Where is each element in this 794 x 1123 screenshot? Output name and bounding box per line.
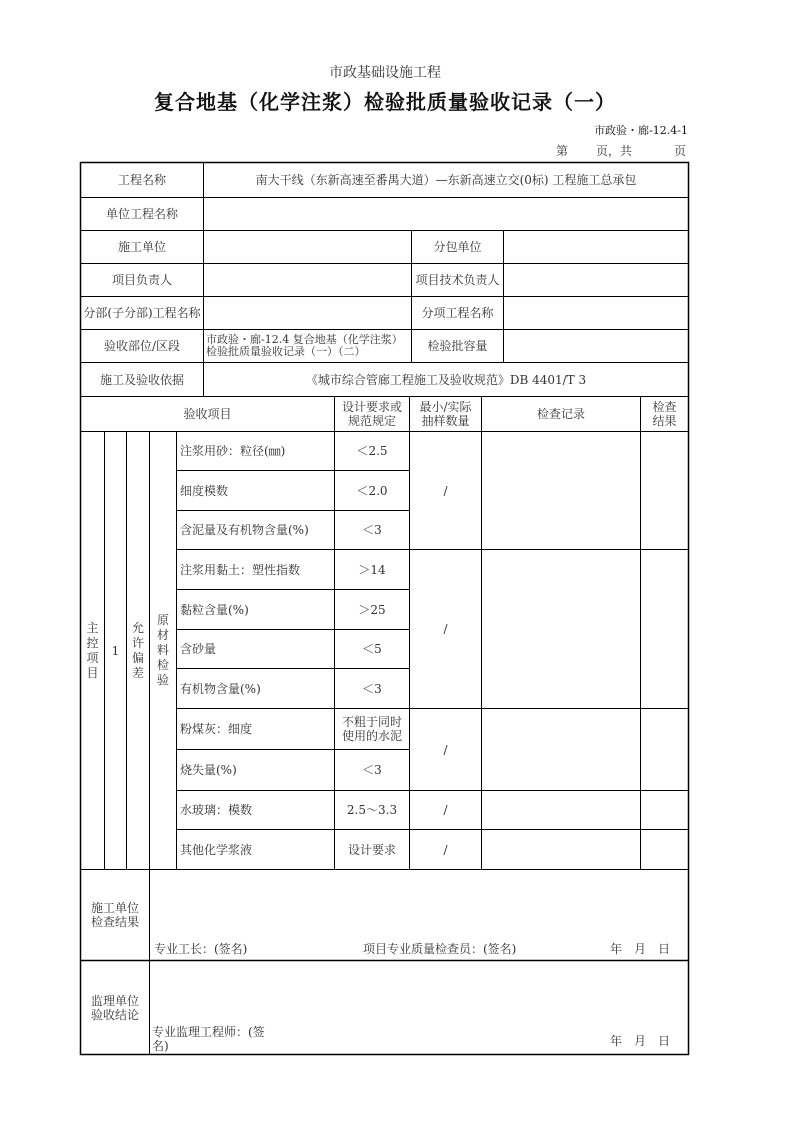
item-spec: ＞14 — [358, 562, 386, 577]
date-field: 年 月 日 — [610, 942, 671, 956]
form-code: 市政验・廊-12.4-1 — [594, 124, 688, 137]
column-sample: 最小/实际抽样数量 — [419, 400, 472, 428]
item-name: 有机物含量(%) — [180, 681, 261, 696]
group-number: 1 — [111, 643, 120, 658]
capacity-label: 检验批容量 — [427, 339, 488, 353]
location-label: 验收部位/区段 — [103, 339, 181, 353]
column-design: 设计要求或规范规定 — [341, 400, 402, 428]
item-name: 其他化学浆液 — [180, 842, 253, 857]
supervisor-signature: 专业监理工程师：(签名) — [152, 1025, 265, 1053]
sample-count: / — [443, 742, 448, 757]
group-main-control: 主 控 项 目 — [86, 620, 99, 680]
item-name: 水玻璃：模数 — [180, 803, 253, 817]
column-result: 检查结果 — [652, 400, 677, 428]
item-name: 注浆用砂：粒径(㎜) — [180, 444, 286, 458]
group-deviation: 允 许 偏 差 — [131, 620, 144, 680]
sub-item-label: 分项工程名称 — [421, 306, 494, 320]
date-field: 年 月 日 — [610, 1034, 671, 1048]
group-material: 原 材 料 检 验 — [156, 613, 169, 687]
item-spec: ＜5 — [362, 642, 382, 656]
item-name: 粉煤灰：细度 — [180, 722, 253, 736]
item-spec: ＜3 — [362, 681, 382, 696]
document-title: 复合地基（化学注浆）检验批质量验收记录（一） — [154, 90, 616, 114]
document-subtitle: 市政基础设施工程 — [329, 65, 441, 81]
foreman-signature: 专业工长：(签名) — [154, 942, 248, 956]
sample-count: / — [443, 483, 448, 498]
item-name: 烧失量(%) — [180, 763, 237, 777]
sample-count: / — [443, 842, 448, 857]
project-name-value: 南大干线（东新高速至番禺大道）—东新高速立交(0标) 工程施工总承包 — [255, 173, 637, 187]
item-name: 注浆用黏土：塑性指数 — [180, 562, 301, 577]
project-name-label: 工程名称 — [117, 173, 166, 187]
item-spec: ＜2.0 — [356, 483, 388, 498]
item-spec: 设计要求 — [347, 842, 396, 857]
sample-count: / — [443, 803, 448, 817]
item-name: 细度模数 — [180, 483, 229, 498]
column-record: 检查记录 — [536, 407, 585, 421]
column-item: 验收项目 — [183, 407, 232, 421]
page-label-2: 页，共 — [596, 144, 633, 158]
item-spec: 不粗于同时使用的水泥 — [341, 715, 402, 743]
item-spec: ＜3 — [362, 523, 382, 537]
construction-unit-value — [204, 231, 411, 263]
page-label-3: 页 — [674, 144, 687, 158]
item-spec: ＞25 — [358, 602, 386, 617]
location-value: 市政验・廊-12.4 复合地基（化学注浆）检验批质量验收记录（一）（二） — [206, 333, 403, 358]
project-leader-label: 项目负责人 — [111, 273, 172, 287]
sub-division-value — [204, 297, 411, 329]
sub-item-value — [504, 297, 688, 329]
tech-leader-value — [504, 264, 688, 296]
construction-check-label: 施工单位检查结果 — [91, 901, 140, 929]
tech-leader-label: 项目技术负责人 — [415, 273, 500, 287]
item-spec: 2.5～3.3 — [346, 803, 398, 817]
quality-inspector-signature: 项目专业质量检查员：(签名) — [363, 942, 517, 956]
capacity-value — [504, 330, 688, 362]
unit-project-value — [204, 198, 688, 230]
sub-division-label: 分部(子分部)工程名称 — [83, 306, 201, 320]
item-name: 含泥量及有机物含量(%) — [180, 523, 309, 537]
item-name: 黏粒含量(%) — [180, 602, 249, 617]
subcontract-value — [504, 231, 688, 263]
basis-label: 施工及验收依据 — [99, 372, 184, 387]
unit-project-label: 单位工程名称 — [105, 207, 178, 221]
construction-unit-label: 施工单位 — [117, 240, 166, 254]
item-name: 含砂量 — [180, 642, 217, 656]
item-spec: ＜2.5 — [356, 444, 388, 458]
sample-count: / — [443, 622, 448, 636]
page-label-1: 第 — [556, 144, 569, 158]
item-spec: ＜3 — [362, 763, 382, 777]
project-leader-value — [204, 264, 411, 296]
basis-value: 《城市综合管廊工程施工及验收规范》DB 4401/T 3 — [305, 372, 587, 387]
subcontract-label: 分包单位 — [433, 240, 482, 254]
supervision-label: 监理单位验收结论 — [91, 993, 140, 1022]
